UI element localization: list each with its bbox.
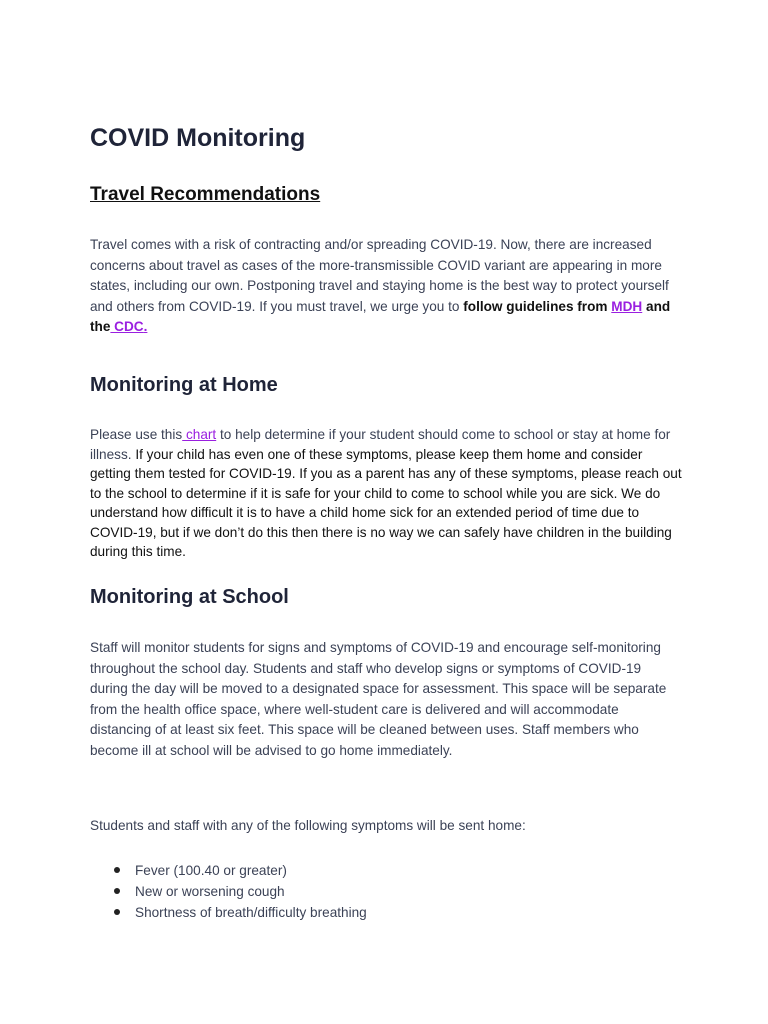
list-item — [90, 902, 367, 923]
symptoms-intro: Students and staff with any of the following symptoms will be sent home: — [90, 818, 526, 833]
travel-heading: Travel Recommendations — [90, 184, 321, 205]
home-body: If your child has even one of these symptoms, please keep them home and consider getting them tested for COVID-19. If you as a parent has any of these symptoms, please reach out to the school to determine if it is safe for your child to come to school while you are sick. We do understand how difficult it is to have a child home sick for an extended period of time due to COVID-19, but if we don’t do this then there is no way we can safely have children in the building during this time. — [90, 446, 682, 559]
list-item — [90, 860, 367, 881]
home-lead-rest: to help determine if your student should come to school or stay at home for illness. — [90, 427, 671, 462]
cdc-link-period: . — [143, 319, 148, 335]
travel-text: Travel comes with a risk of contracting and/or spreading COVID-19. Now, there are increased concerns about travel as cases of the more-transmissible COVID variant are appearing in more states, including our own. Postponing travel and staying home is the best way to protect yourself and others from COVID-19. If you must travel, we urge you to — [90, 237, 669, 314]
bullet-icon — [114, 909, 120, 915]
chart-link[interactable]: chart — [182, 427, 217, 442]
home-heading: Monitoring at Home — [90, 374, 278, 396]
school-paragraph: Staff will monitor students for signs and symptoms of COVID-19 and encourage self-monitoring throughout the school day. Students and staff who develop signs or symptoms of COVID-19 during the day will be moved to a designated space for assessment. This space will be separate from the health office space, where well-student care is delivered and will accommodate distancing of at least six feet. This space will be cleaned between uses. Staff members who become ill at school will be advised to go home immediately. — [90, 640, 667, 758]
travel-bold-prefix: follow guidelines from — [463, 298, 612, 314]
symptom-label: Shortness of breath/difficulty breathing — [135, 905, 367, 920]
mdh-link[interactable]: MDH — [611, 298, 643, 314]
school-heading: Monitoring at School — [90, 586, 289, 608]
symptom-label: Fever (100.40 or greater) — [135, 863, 287, 878]
home-lead: Please use this — [90, 427, 183, 442]
symptom-label: New or worsening cough — [135, 884, 285, 899]
page-title: COVID Monitoring — [90, 124, 306, 152]
cdc-link[interactable]: CDC — [110, 319, 144, 335]
travel-bold-and: and the — [90, 298, 671, 335]
bullet-icon — [114, 888, 120, 894]
home-paragraph — [90, 425, 682, 562]
symptoms-list — [90, 860, 367, 923]
list-item — [90, 881, 367, 902]
travel-paragraph — [90, 235, 682, 338]
bullet-icon — [114, 867, 120, 873]
